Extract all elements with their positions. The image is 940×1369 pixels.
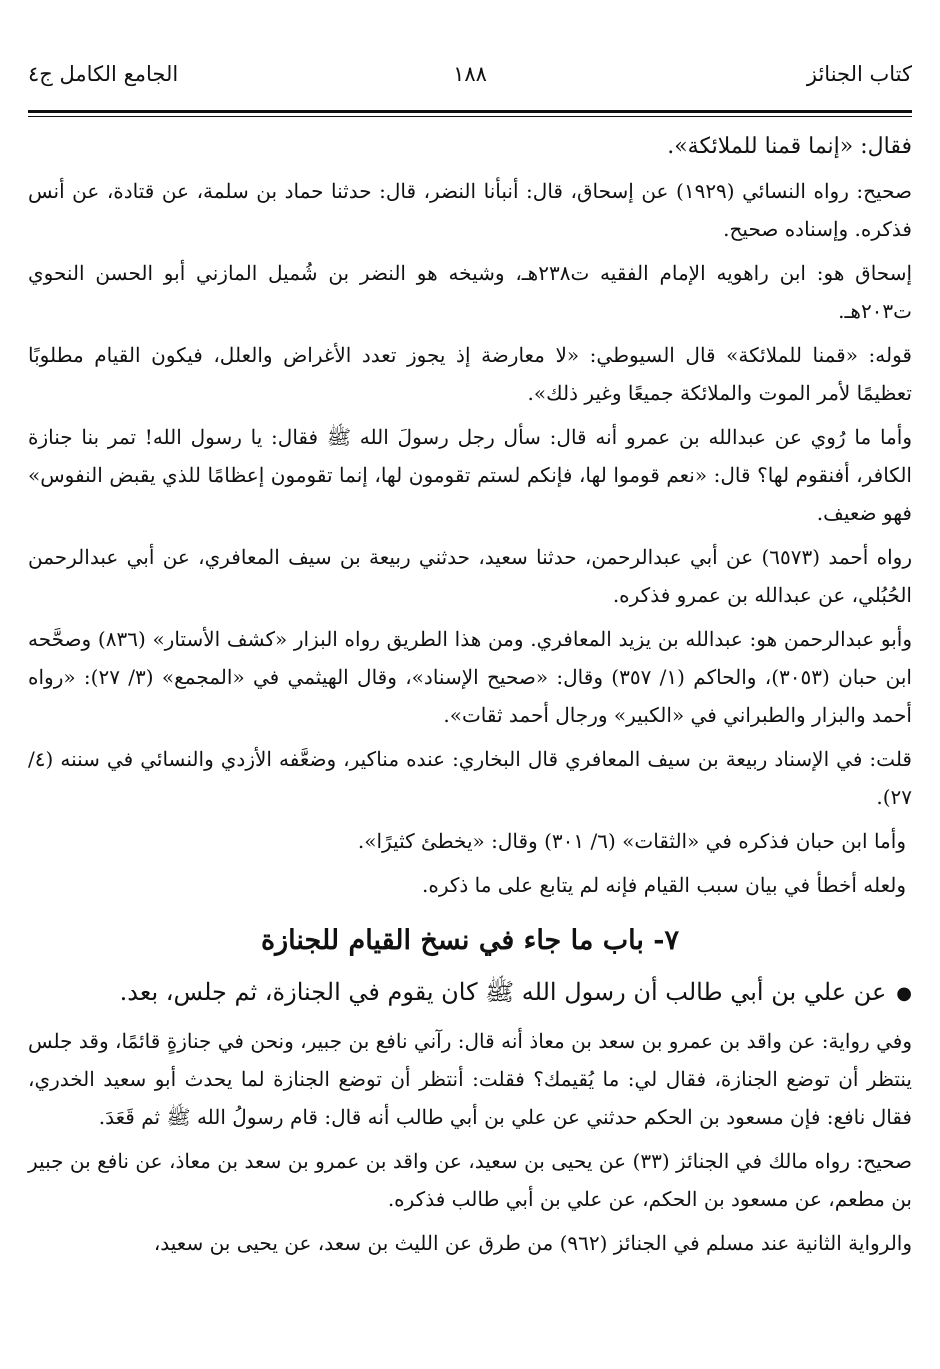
paragraph: ولعله أخطأ في بيان سبب القيام فإنه لم يتابع على ما ذكره. [421, 873, 906, 897]
page-number: ١٨٨ [453, 62, 487, 86]
paragraph: فقال: «إنما قمنا للملائكة». [667, 134, 912, 159]
hadith-text-block [28, 970, 912, 1016]
chapter-heading: ٧- باب ما جاء في نسخ القيام للجنازة [260, 925, 680, 956]
paragraph: قلت: في الإسناد ربيعة بن سيف المعافري قال البخاري: عنده مناكير، وضعَّفه الأزدي والنسائي في سننه (٤/ ٢٧). [28, 747, 912, 809]
series-title: الجامع الكامل ج٤ [28, 62, 179, 86]
paragraph: إسحاق هو: ابن راهويه الإمام الفقيه ت٢٣٨هـ، وشيخه هو النضر بن شُميل المازني أبو الحسن النحوي ت٢٠٣هـ. [28, 261, 913, 323]
paragraph: صحيح: رواه مالك في الجنائز (٣٣) عن يحيى بن سعيد، عن واقد بن عمرو بن سعد بن معاذ، عن نافع بن جبير بن مطعم، عن مسعود بن الحكم، عن علي بن أبي طالب فذكره. [28, 1148, 913, 1211]
page-header [28, 62, 912, 102]
bullet-icon: ● [896, 982, 912, 1004]
paragraph: صحيح: رواه النسائي (١٩٢٩) عن إسحاق، قال: أنبأنا النضر، قال: حدثنا حماد بن سلمة، عن قتادة، عن أنس فذكره. وإسناده صحيح. [28, 179, 912, 241]
paragraph: والرواية الثانية عند مسلم في الجنائز (٩٦٢) من طرق عن الليث بن سعد، عن يحيى بن سعيد، [153, 1230, 912, 1255]
paragraph: وأما ما رُوي عن عبدالله بن عمرو أنه قال: سأل رجل رسولَ الله ﷺ فقال: يا رسول الله! تمر بنا جنازة الكافر، أفنقوم لها؟ قال: «نعم قوموا لها، فإنكم لستم تقومون لها، إنما تقومون إعظامًا للذي يقبض النفوس» فهو ضعيف. [28, 425, 912, 525]
header-rule-thick [28, 110, 912, 113]
header-rule-thin [28, 116, 912, 117]
paragraph: قوله: «قمنا للملائكة» قال السيوطي: «لا معارضة إذ يجوز تعدد الأغراض والعلل، فيكون القيام مطلوبًا تعظيمًا لأمر الموت والملائكة جميعًا وغير ذلك». [28, 343, 912, 405]
paragraph: وفي رواية: عن واقد بن عمرو بن سعد بن معاذ أنه قال: رآني نافع بن جبير، ونحن في جنازةٍ قائمًا، وقد جلس ينتظر أن توضع الجنازة، فقال لي: ما يُقيمك؟ فقلت: أنتظر أن توضع الجنازة لما يحدث أبو سعيد الخدري، فقال نافع: فإن مسعود بن الحكم حدثني عن علي بن أبي طالب أنه قال: قام رسولُ الله ﷺ ثم قَعَدَ. [28, 1028, 912, 1129]
paragraph: وأما ابن حبان فذكره في «الثقات» (٦/ ٣٠١) وقال: «يخطئ كثيرًا». [357, 829, 906, 853]
paragraph: رواه أحمد (٦٥٧٣) عن أبي عبدالرحمن، حدثنا سعيد، حدثني ربيعة بن سيف المعافري، عن أبي عبدالرحمن الحُبُلي، عن عبدالله بن عمرو فذكره. [28, 545, 912, 607]
hadith-text: عن علي بن أبي طالب أن رسول الله ﷺ كان يقوم في الجنازة، ثم جلس، بعد. [119, 978, 887, 1006]
page-body [28, 128, 912, 1268]
paragraph: وأبو عبدالرحمن هو: عبدالله بن يزيد المعافري. ومن هذا الطريق رواه البزار «كشف الأستار» (٨٣٦) وصحَّحه ابن حبان (٣٠٥٣)، والحاكم (١/ ٣٥٧) وقال: «صحيح الإسناد»، وقال الهيثمي في «المجمع» (٣/ ٢٧): «رواه أحمد والبزار والطبراني في «الكبير» ورجال أحمد ثقات». [28, 627, 912, 727]
book-title: كتاب الجنائز [806, 62, 912, 86]
